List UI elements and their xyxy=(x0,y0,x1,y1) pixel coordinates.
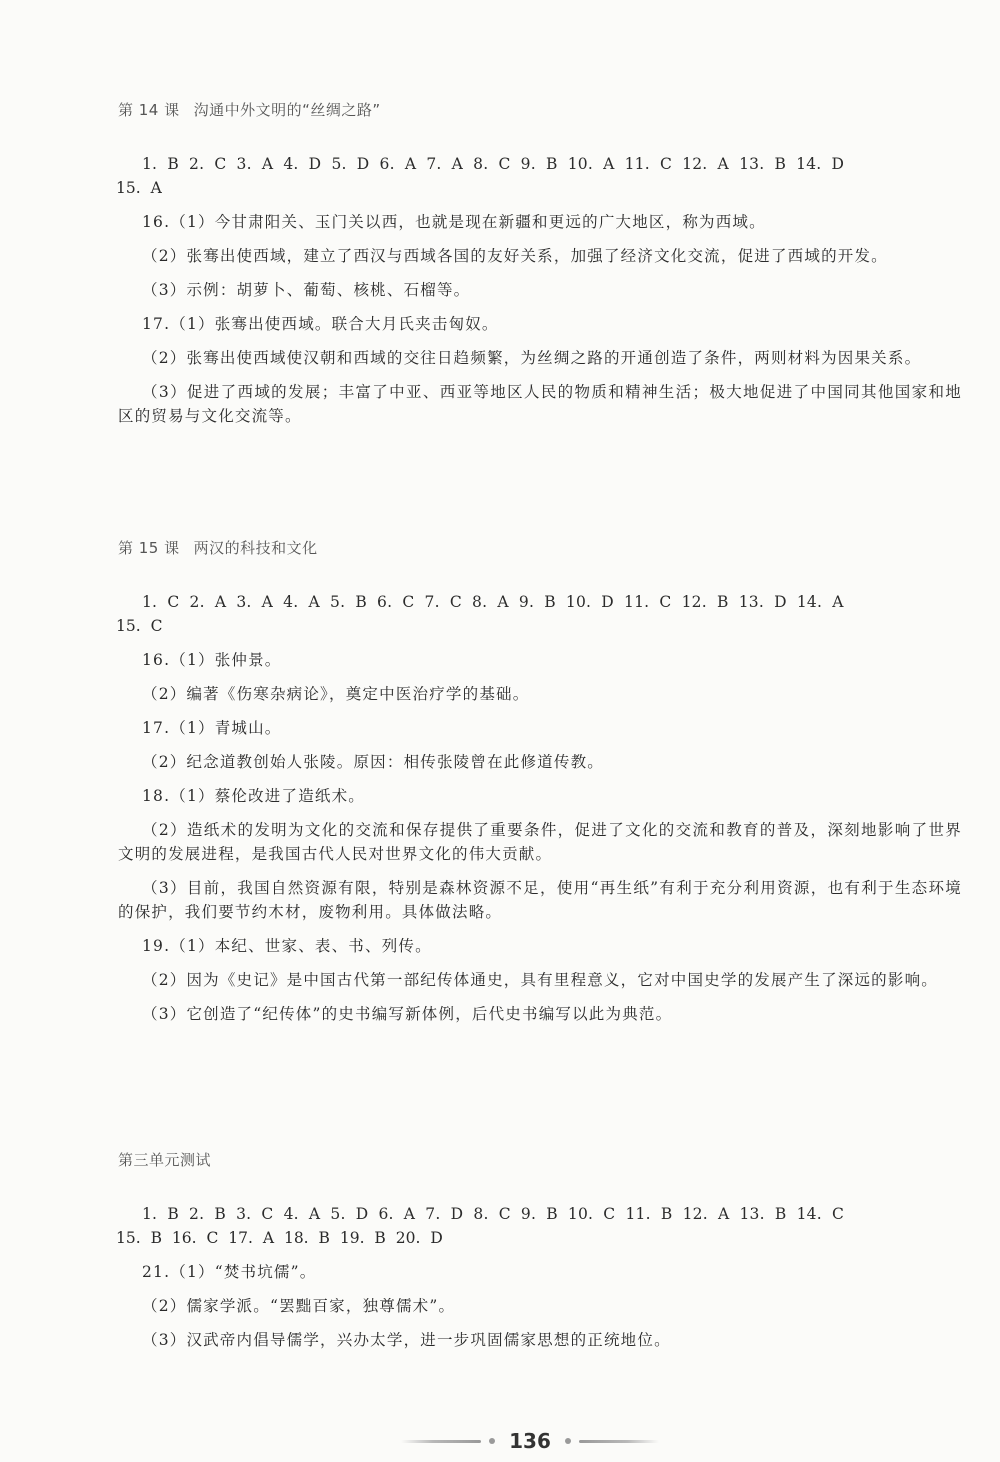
answer-paragraph: （3）它创造了“纪传体”的史书编写新体例，后代史书编写以此为典范。 xyxy=(142,1005,673,1023)
lesson-title: 沟通中外文明的“丝绸之路” xyxy=(193,101,381,119)
lesson-title: 第三单元测试 xyxy=(118,1151,212,1169)
answer-paragraph: （2）纪念道教创始人张陵。原因：相传张陵曾在此修道传教。 xyxy=(142,753,604,771)
choice-answers: 1. B 2. C 3. A 4. D 5. D 6. A 7. A 8. C 9. B 10. A 11. C 12. A 13. B 14. D xyxy=(142,155,845,173)
footer-dot-left xyxy=(489,1438,495,1444)
footer-rule-right xyxy=(579,1440,659,1443)
choice-answers: 1. B 2. B 3. C 4. A 5. D 6. A 7. D 8. C 9. B 10. C 11. B 12. A 13. B 14. C xyxy=(142,1205,845,1223)
answer-paragraph: 18.（1）蔡伦改进了造纸术。 xyxy=(142,787,366,805)
answer-paragraph: （3）示例：胡萝卜、葡萄、核桃、石榴等。 xyxy=(142,281,471,299)
answer-paragraph: （2）张骞出使西域使汉朝和西域的交往日趋频繁，为丝绸之路的开通创造了条件，两则材料为因果关系。 xyxy=(142,349,922,367)
answer-paragraph: 17.（1）张骞出使西域。联合大月氏夹击匈奴。 xyxy=(142,315,499,333)
lesson-number: 第 15 课 xyxy=(118,539,180,557)
answer-paragraph: 19.（1）本纪、世家、表、书、列传。 xyxy=(142,937,432,955)
footer-rule-left xyxy=(401,1440,481,1443)
section-lesson-14 xyxy=(118,98,962,428)
page-number: 136 xyxy=(509,1429,551,1453)
answer-paragraph: （2）编著《伤寒杂病论》，奠定中医治疗学的基础。 xyxy=(142,685,530,703)
choice-answers-cont: 15. B 16. C 17. A 18. B 19. B 20. D xyxy=(116,1229,443,1247)
footer-dot-right xyxy=(565,1438,571,1444)
answer-paragraph: （3）促进了西域的发展；丰富了中亚、西亚等地区人民的物质和精神生活；极大地促进了中国同其他国家和地区的贸易与文化交流等。 xyxy=(118,383,962,425)
lesson-title: 两汉的科技和文化 xyxy=(193,539,318,557)
section-lesson-15 xyxy=(118,536,962,1026)
answer-paragraph: 21.（1）“焚书坑儒”。 xyxy=(142,1263,317,1281)
answer-paragraph: 16.（1）今甘肃阳关、玉门关以西，也就是现在新疆和更远的广大地区，称为西域。 xyxy=(142,213,766,231)
choice-answers-cont: 15. C xyxy=(116,617,163,635)
answer-paragraph: （3）目前，我国自然资源有限，特别是森林资源不足，使用“再生纸”有利于充分利用资源，也有利于生态环境的保护，我们要节约木材，废物利用。具体做法略。 xyxy=(118,879,962,921)
section-title xyxy=(118,1148,962,1172)
section-title xyxy=(118,536,962,560)
page-footer xyxy=(395,1426,665,1456)
answer-paragraph: 17.（1）青城山。 xyxy=(142,719,282,737)
section-unit-3-test xyxy=(118,1148,962,1352)
lesson-number: 第 14 课 xyxy=(118,101,180,119)
answer-paragraph: （2）张骞出使西域，建立了西汉与西域各国的友好关系，加强了经济文化交流，促进了西域的开发。 xyxy=(142,247,888,265)
choice-answers-cont: 15. A xyxy=(116,179,162,197)
choice-answers: 1. C 2. A 3. A 4. A 5. B 6. C 7. C 8. A 9. B 10. D 11. C 12. B 13. D 14. A xyxy=(142,593,844,611)
answer-paragraph: （2）因为《史记》是中国古代第一部纪传体通史，具有里程意义，它对中国史学的发展产生了深远的影响。 xyxy=(142,971,938,989)
answer-paragraph: 16.（1）张仲景。 xyxy=(142,651,282,669)
answer-paragraph: （2）造纸术的发明为文化的交流和保存提供了重要条件，促进了文化的交流和教育的普及，深刻地影响了世界文明的发展进程，是我国古代人民对世界文化的伟大贡献。 xyxy=(118,821,962,863)
answer-paragraph: （2）儒家学派。“罢黜百家，独尊儒术”。 xyxy=(142,1297,456,1315)
answer-paragraph: （3）汉武帝内倡导儒学，兴办太学，进一步巩固儒家思想的正统地位。 xyxy=(142,1331,671,1349)
section-title xyxy=(118,98,962,122)
